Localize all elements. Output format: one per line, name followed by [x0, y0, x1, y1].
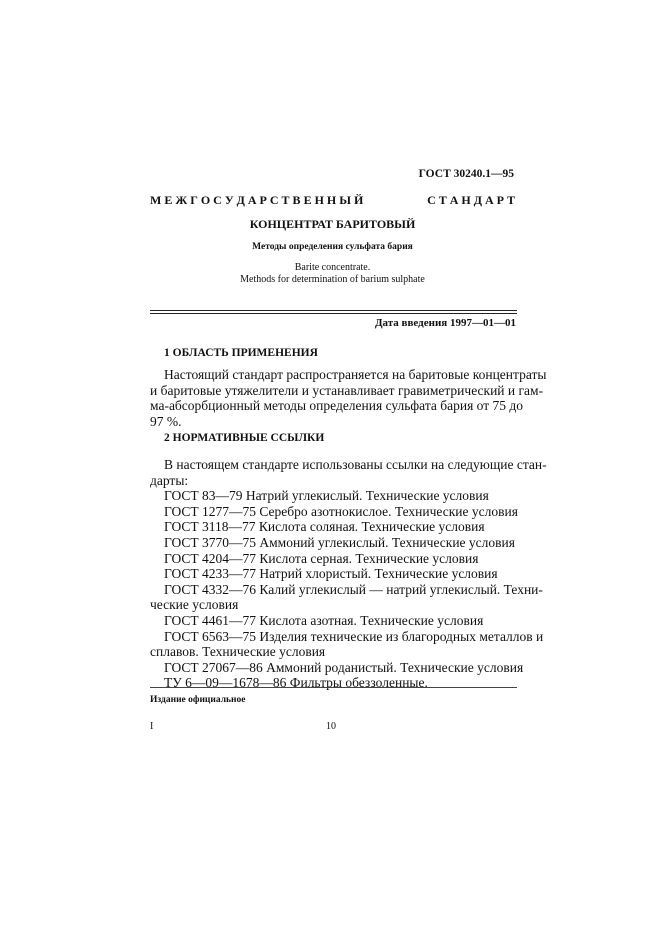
- paragraph-line: ма-абсорбционный методы определения сульфата бария от 75 до: [150, 398, 524, 414]
- section1-heading: 1 ОБЛАСТЬ ПРИМЕНЕНИЯ: [164, 347, 318, 359]
- reference-line: ГОСТ 1277—75 Серебро азотнокислое. Технические условия: [164, 503, 518, 519]
- reference-line: ГОСТ 4204—77 Кислота серная. Технические условия: [164, 550, 479, 566]
- reference-line: ГОСТ 6563—75 Изделия технические из благородных металлов и: [164, 628, 544, 644]
- paragraph-line: В настоящем стандарте использованы ссылки на следующие стан-: [164, 457, 547, 472]
- section1-paragraph: [150, 367, 547, 429]
- section2-paragraph: [150, 457, 547, 691]
- paragraph-line: дарты:: [150, 472, 189, 488]
- reference-line: сплавов. Технические условия: [150, 644, 326, 660]
- banner-left-text: М Е Ж Г О С У Д А Р С Т В Е Н Н Ы Й: [150, 193, 364, 207]
- paragraph-line: и баритовые утяжелители и устанавливает гравиметрический и гам-: [150, 382, 544, 398]
- section2-heading: 2 НОРМАТИВНЫЕ ССЫЛКИ: [164, 432, 325, 444]
- document-title: КОНЦЕНТРАТ БАРИТОВЫЙ: [249, 217, 416, 231]
- english-title-line2: Methods for determination of barium sulphate: [240, 274, 425, 285]
- standard-banner: [150, 193, 515, 208]
- introduction-date: Дата введения 1997—01—01: [374, 317, 516, 329]
- page-mark: I: [150, 721, 154, 732]
- reference-line: ГОСТ 4332—76 Калий углекислый — натрий углекислый. Техни-: [164, 581, 543, 597]
- reference-line: ГОСТ 3770—75 Аммоний углекислый. Технические условия: [164, 534, 515, 550]
- reference-line: ГОСТ 27067—86 Аммоний роданистый. Технические условия: [164, 659, 524, 675]
- banner-right-text: С Т А Н Д А Р Т: [427, 193, 515, 207]
- english-title-line1: Barite concentrate.: [294, 262, 371, 273]
- reference-line: ГОСТ 83—79 Натрий углекислый. Технические условия: [164, 488, 489, 504]
- title-divider-bottom: [150, 313, 517, 314]
- reference-line: ГОСТ 4461—77 Кислота азотная. Технические условия: [164, 612, 484, 628]
- reference-line: ческие условия: [150, 597, 239, 613]
- paragraph-line: 97 %.: [150, 413, 182, 429]
- official-edition-note: Издание официальное: [150, 695, 246, 705]
- reference-line: ГОСТ 3118—77 Кислота соляная. Технические условия: [164, 519, 485, 535]
- title-divider-top: [150, 310, 517, 311]
- reference-line: ГОСТ 4233—77 Натрий хлористый. Технические условия: [164, 566, 498, 582]
- footer-divider: [150, 687, 517, 688]
- document-code: ГОСТ 30240.1—95: [418, 168, 514, 180]
- document-subtitle: Методы определения сульфата бария: [252, 242, 413, 252]
- reference-line: ТУ 6—09—1678—86 Фильтры обеззоленные.: [164, 675, 428, 691]
- page-number: 10: [326, 721, 336, 732]
- paragraph-line: Настоящий стандарт распространяется на баритовые концентраты: [164, 367, 547, 382]
